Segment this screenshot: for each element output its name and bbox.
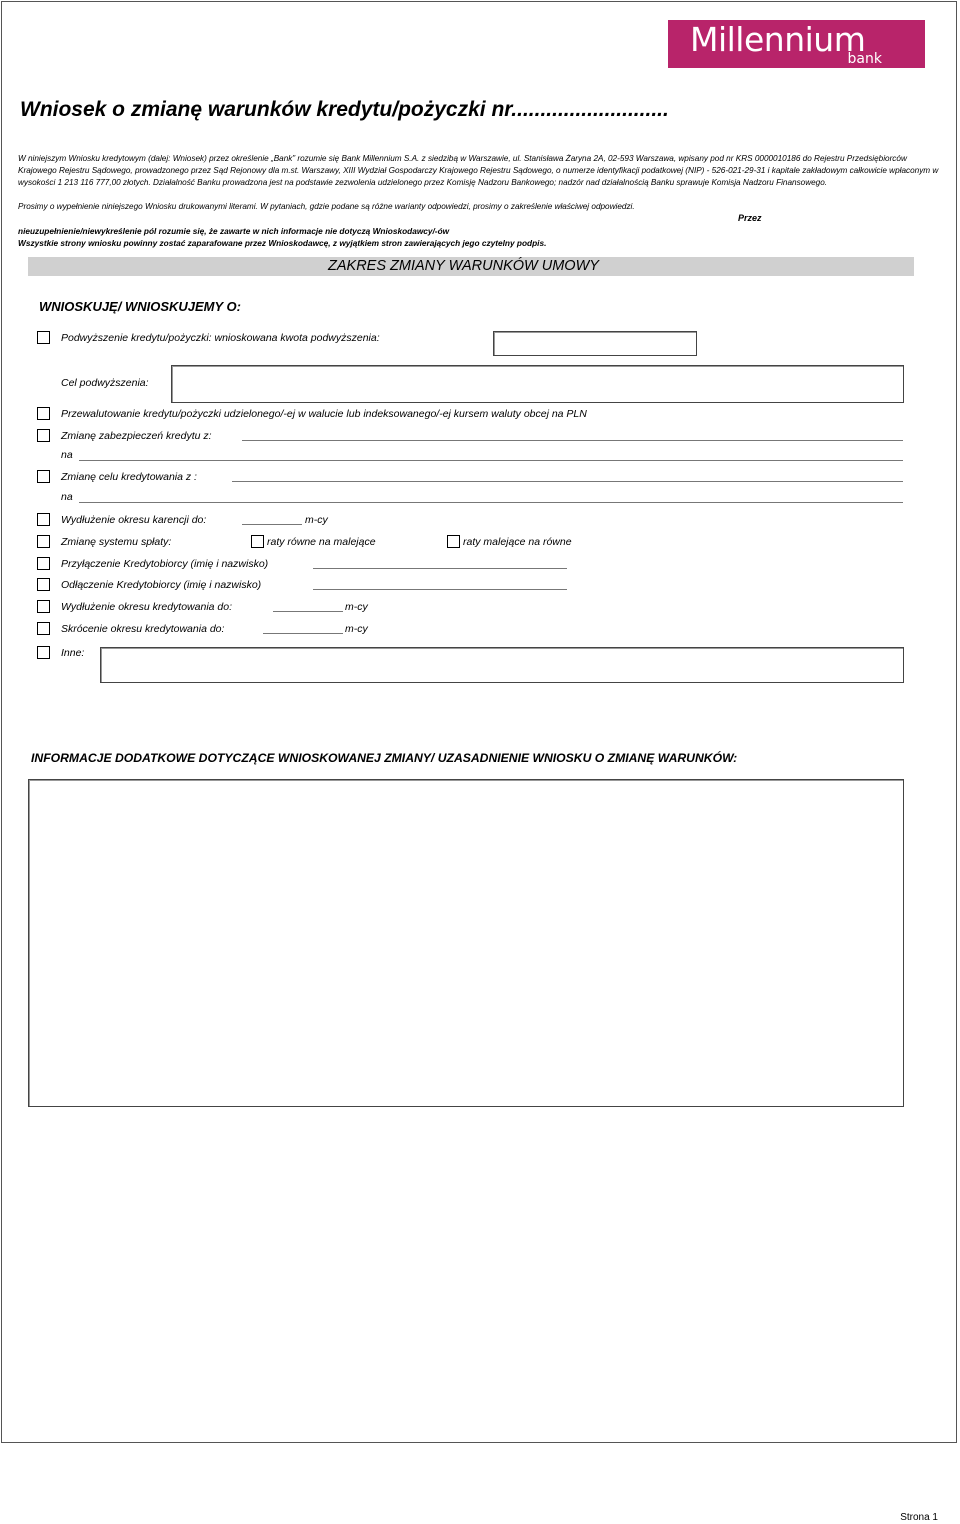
bold-instruction-line1: nieuzupełnienie/niewykreślenie pól rozumie się, że zawarte w nich informacje nie dotyczą Wnioskodawcy/-ów <box>18 226 450 236</box>
purpose-label: Cel podwyższenia: <box>61 377 149 389</box>
credit-purpose-from-line[interactable] <box>232 481 903 482</box>
extend-period-checkbox[interactable] <box>37 600 50 613</box>
legal-text: W niniejszym Wniosku kredytowym (dalej: Wniosek) przez określenie „Bank” rozumie się Bank Millennium S.A. z siedzibą w Warszawie, ul. Stanisława Żaryna 2A, 02-593 Warszawa, wpisany pod nr KRS 0000010186 do Rejestru Przedsiębiorców Krajowego Rejestru Sądowego, prowadzonego przez Sąd Rejonowy dla m.st. Warszawy, XIII Wydział Gospodarczy Krajowego Rejestru Sądowego, o numerze identyfikacji podatkowej (NIP) - 526-021-29-31 i kapitale zakładowym całkowicie wpłaconym w wysokości 1 213 116 777,00 złotych. Działalność Banku prowadzona jest na podstawie zezwolenia udzielonego przez Komisję Nadzoru Bankowego; nadzór nad działalnością Banku sprawuje Komisja Nadzoru Finansowego. <box>18 154 939 188</box>
bold-instruction-line2: Wszystkie strony wniosku powinny zostać zaparafowane przez Wnioskodawcę, z wyjątkiem stron zawierających jego czytelny podpis. <box>18 238 547 248</box>
repayment-checkbox[interactable] <box>37 535 50 548</box>
additional-info-heading: INFORMACJE DODATKOWE DOTYCZĄCE WNIOSKOWANEJ ZMIANY/ UZASADNIENIE WNIOSKU O ZMIANĘ WARUNKÓW: <box>31 751 738 765</box>
equal-to-decreasing-checkbox[interactable] <box>251 535 264 548</box>
extend-period-label: Wydłużenie okresu kredytowania do: <box>61 601 233 613</box>
credit-purpose-na-label: na <box>61 491 73 503</box>
logo-sub: bank <box>847 51 882 67</box>
millennium-bank-logo <box>668 20 925 68</box>
page-frame <box>1 1 957 1443</box>
collateral-checkbox[interactable] <box>37 429 50 442</box>
section-bar-title: ZAKRES ZMIANY WARUNKÓW UMOWY <box>328 258 599 274</box>
other-label: Inne: <box>61 647 85 659</box>
decreasing-to-equal-checkbox[interactable] <box>447 535 460 548</box>
shorten-period-label: Skrócenie okresu kredytowania do: <box>61 623 225 635</box>
collateral-from-line[interactable] <box>242 440 903 441</box>
page-title: Wniosek o zmianę warunków kredytu/pożyczki nr........................... <box>20 98 669 121</box>
equal-to-decreasing-label: raty równe na malejące <box>267 536 376 548</box>
increase-label: Podwyższenie kredytu/pożyczki: wnioskowana kwota podwyższenia: <box>61 332 380 344</box>
request-heading: WNIOSKUJĘ/ WNIOSKUJEMY O: <box>39 299 242 314</box>
collateral-na-label: na <box>61 449 73 461</box>
page-number: Strona 1 <box>900 1512 938 1523</box>
credit-purpose-to-line[interactable] <box>79 502 903 503</box>
conversion-label: Przewalutowanie kredytu/pożyczki udzielonego/-ej w walucie lub indeksowanego/-ej kursem waluty obcej na PLN <box>61 408 587 420</box>
extend-mcy: m-cy <box>345 601 368 613</box>
other-checkbox[interactable] <box>37 646 50 659</box>
shorten-mcy: m-cy <box>345 623 368 635</box>
collateral-label: Zmianę zabezpieczeń kredytu z: <box>61 430 212 442</box>
decreasing-to-equal-label: raty malejące na równe <box>463 536 572 548</box>
other-field[interactable] <box>100 647 904 683</box>
grace-months-line[interactable] <box>242 524 302 525</box>
instruction-note: Prosimy o wypełnienie niniejszego Wniosku drukowanymi literami. W pytaniach, gdzie podane są różne warianty odpowiedzi, prosimy o zakreślenie właściwej odpowiedzi. <box>18 202 635 211</box>
grace-mcy: m-cy <box>305 514 328 526</box>
join-borrower-line[interactable] <box>313 568 567 569</box>
detach-borrower-label: Odłączenie Kredytobiorcy (imię i nazwisko) <box>61 579 262 591</box>
credit-purpose-checkbox[interactable] <box>37 470 50 483</box>
logo-brand: Millennium <box>690 20 866 59</box>
repayment-label: Zmianę systemu spłaty: <box>61 536 172 548</box>
detach-borrower-line[interactable] <box>313 589 567 590</box>
join-borrower-checkbox[interactable] <box>37 557 50 570</box>
shorten-months-line[interactable] <box>263 633 343 634</box>
shorten-period-checkbox[interactable] <box>37 622 50 635</box>
increase-amount-field[interactable] <box>493 331 697 356</box>
section-bar <box>28 257 914 276</box>
grace-checkbox[interactable] <box>37 513 50 526</box>
credit-purpose-label: Zmianę celu kredytowania z : <box>61 471 197 483</box>
purpose-field[interactable] <box>171 365 904 403</box>
detach-borrower-checkbox[interactable] <box>37 578 50 591</box>
przez-note: Przez <box>738 213 762 223</box>
bold-instruction <box>18 225 546 249</box>
join-borrower-label: Przyłączenie Kredytobiorcy (imię i nazwisko) <box>61 558 269 570</box>
additional-info-field[interactable] <box>28 779 904 1107</box>
collateral-to-line[interactable] <box>79 460 903 461</box>
extend-months-line[interactable] <box>273 611 343 612</box>
conversion-checkbox[interactable] <box>37 407 50 420</box>
increase-checkbox[interactable] <box>37 331 50 344</box>
grace-label: Wydłużenie okresu karencji do: <box>61 514 207 526</box>
